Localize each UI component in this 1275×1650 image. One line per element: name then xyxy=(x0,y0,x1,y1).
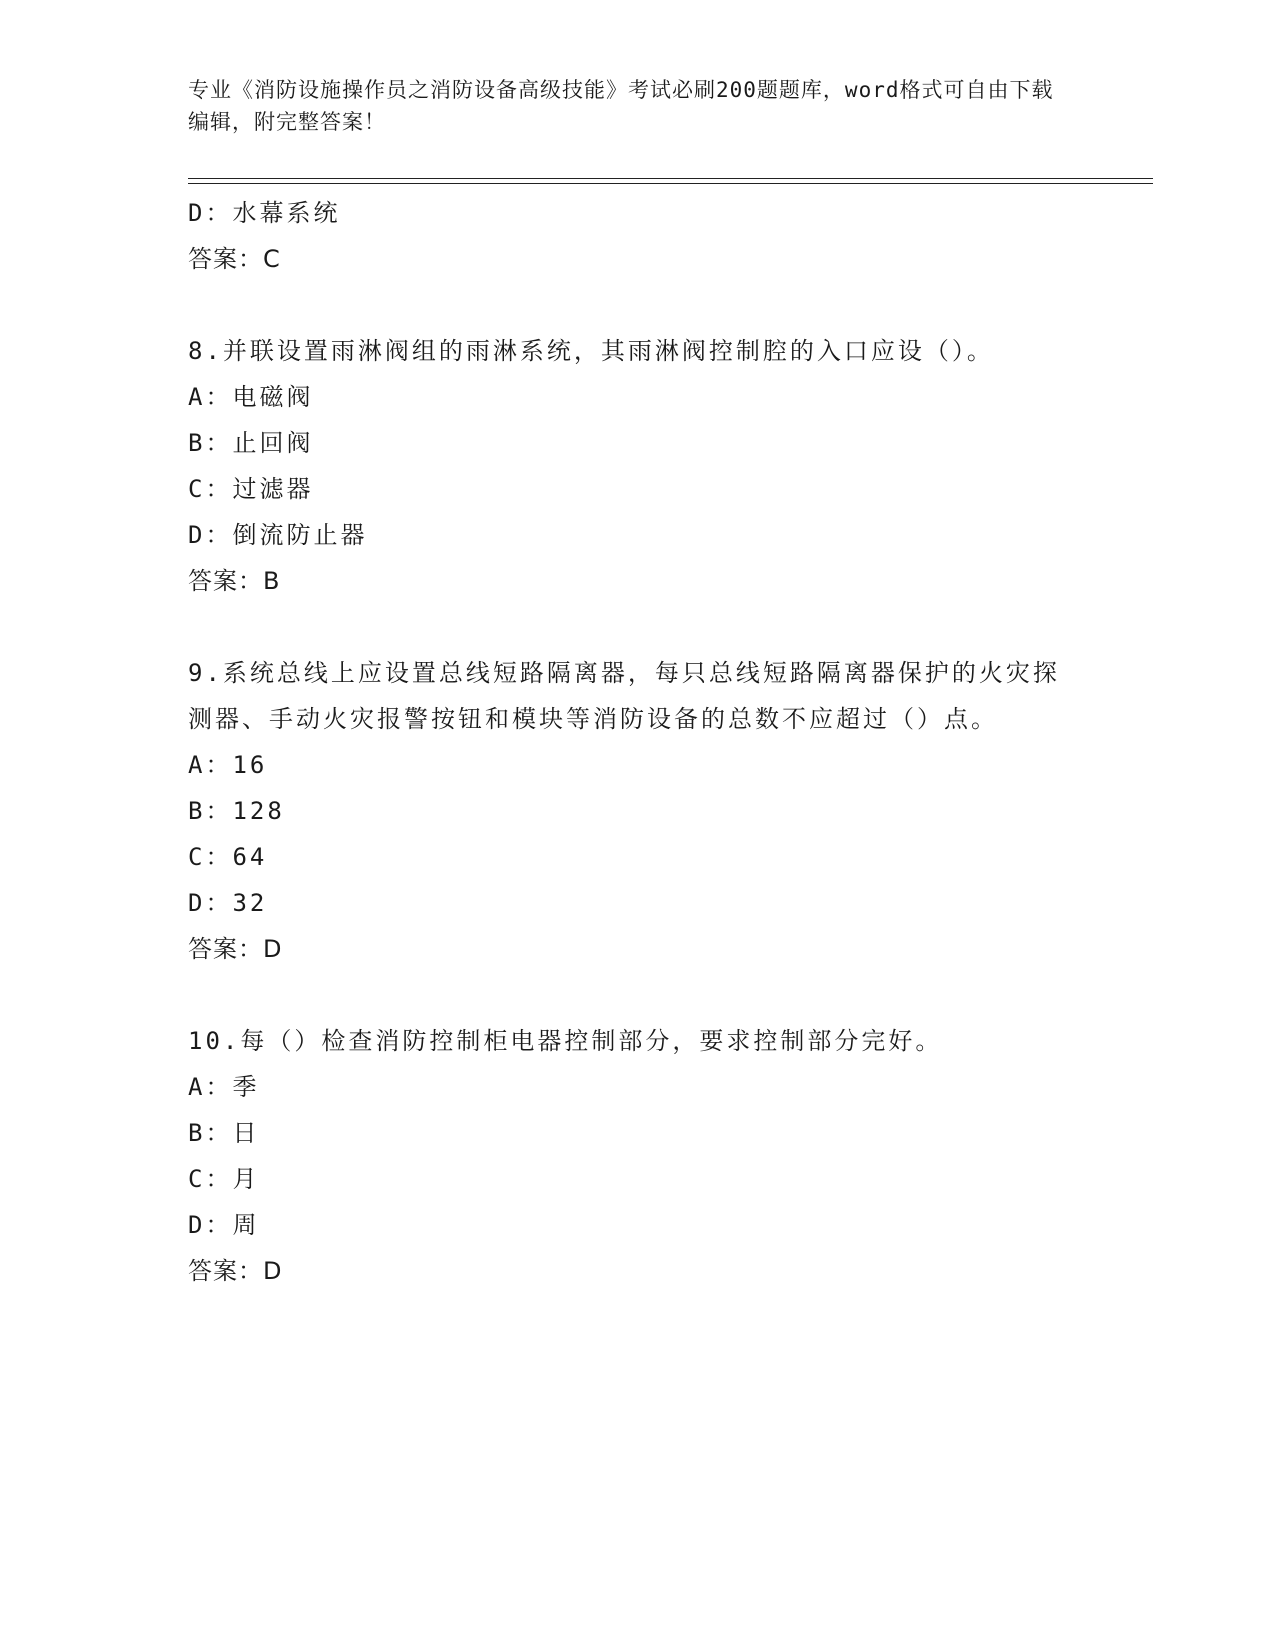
question-9-answer: 答案：D xyxy=(188,935,283,963)
question-10-option-d: D：周 xyxy=(188,1211,260,1239)
header-rule-bottom xyxy=(188,183,1153,184)
question-9-option-a: A：16 xyxy=(188,751,268,779)
document-header: 专业《消防设施操作员之消防设备高级技能》考试必刷200题题库，word格式可自由下载编辑，附完整答案！ xyxy=(188,78,1054,134)
question-9-stem: 9.系统总线上应设置总线短路隔离器，每只总线短路隔离器保护的火灾探测器、手动火灾报警按钮和模块等消防设备的总数不应超过（）点。 xyxy=(188,659,1060,733)
question-8-option-a: A：电磁阀 xyxy=(188,383,314,411)
question-8-option-c: C：过滤器 xyxy=(188,475,314,503)
question-8-option-d: D：倒流防止器 xyxy=(188,521,368,549)
header-rule-top xyxy=(188,178,1153,179)
question-8-answer: 答案：B xyxy=(188,567,281,595)
question-10-option-b: B：日 xyxy=(188,1119,260,1147)
prev-answer: 答案：C xyxy=(188,245,281,273)
question-body xyxy=(188,190,1088,1294)
question-10-option-a: A：季 xyxy=(188,1073,260,1101)
question-8-option-b: B：止回阀 xyxy=(188,429,314,457)
question-9-option-b: B：128 xyxy=(188,797,285,825)
question-10-stem: 10.每（）检查消防控制柜电器控制部分，要求控制部分完好。 xyxy=(188,1027,943,1055)
prev-option-d: D：水幕系统 xyxy=(188,199,341,227)
question-10-option-c: C：月 xyxy=(188,1165,260,1193)
question-8-stem: 8.并联设置雨淋阀组的雨淋系统，其雨淋阀控制腔的入口应设（）。 xyxy=(188,337,994,365)
question-9-option-c: C：64 xyxy=(188,843,268,871)
question-10-answer: 答案：D xyxy=(188,1257,283,1285)
question-9-option-d: D：32 xyxy=(188,889,268,917)
